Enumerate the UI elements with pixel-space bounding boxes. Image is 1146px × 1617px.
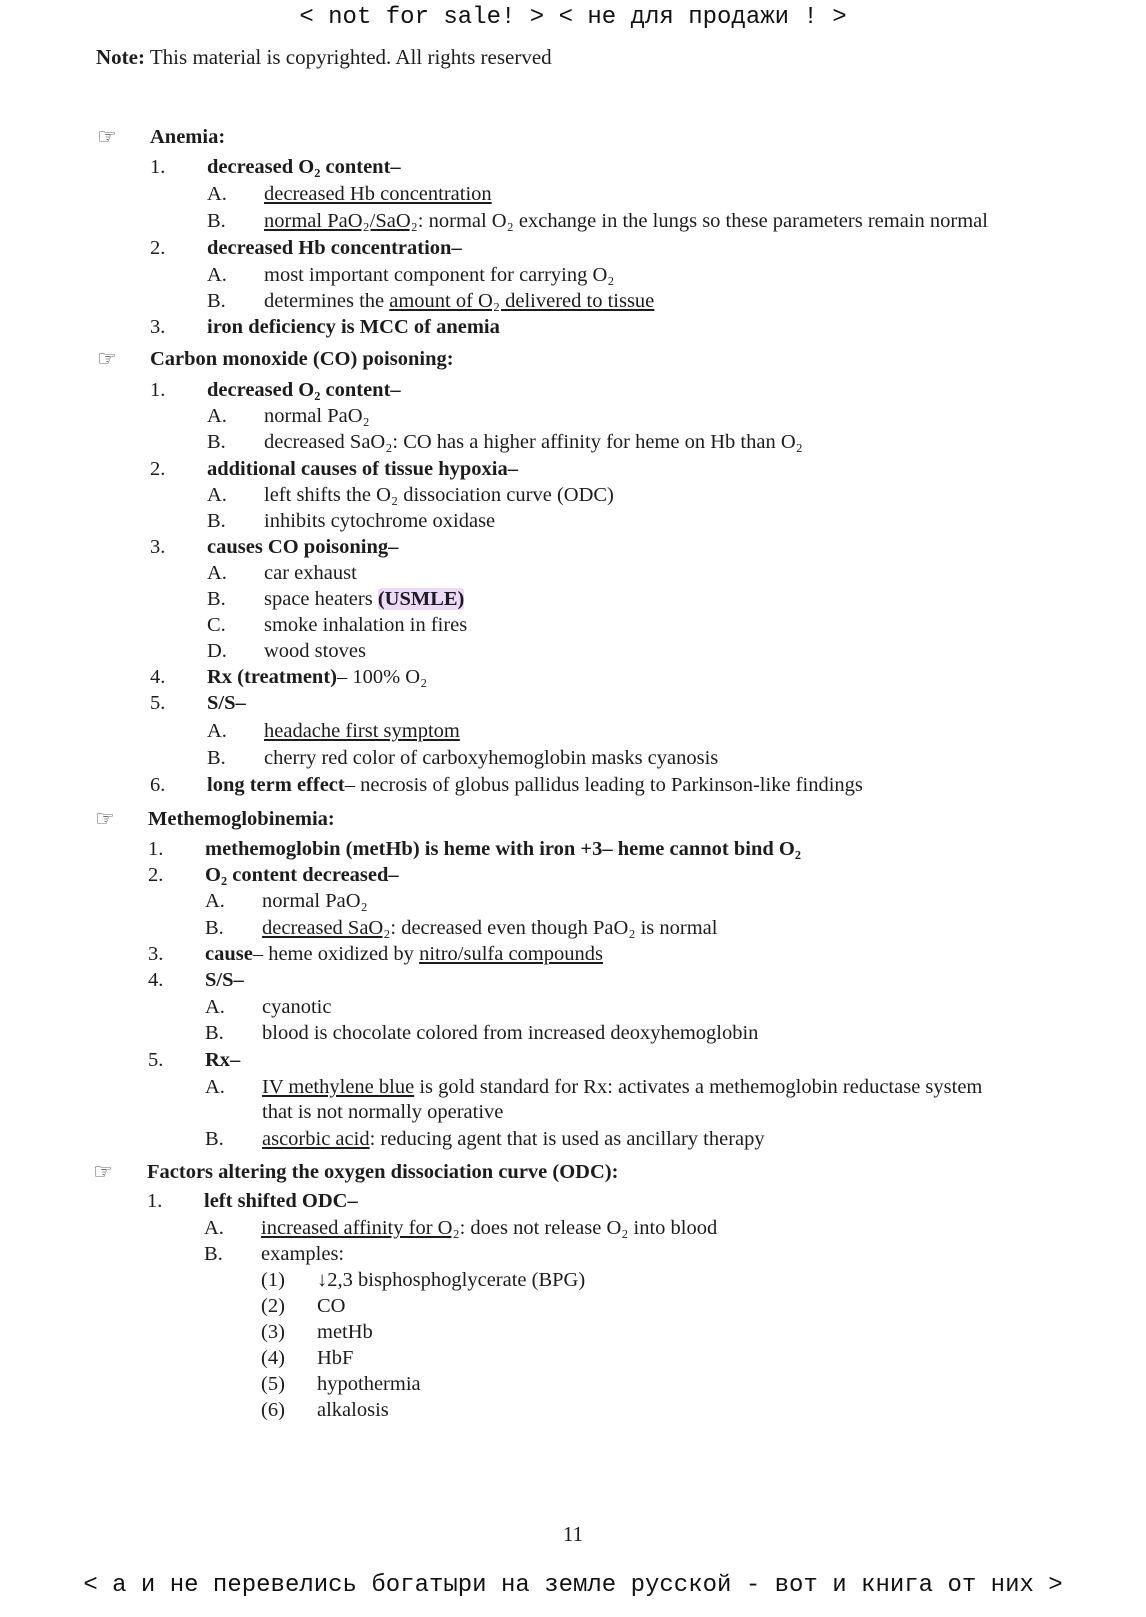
list-item: A. increased affinity for O₂: does not release O₂ into blood	[204, 1217, 718, 1239]
list-item: 1. decreased O₂ content–	[150, 379, 401, 401]
list-item: D. wood stoves	[207, 640, 366, 662]
list-item: 2. additional causes of tissue hypoxia–	[150, 458, 518, 480]
copyright-note	[96, 45, 552, 70]
section-title: Carbon monoxide (CO) poisoning:	[150, 348, 454, 370]
note-label: Note:	[96, 45, 145, 69]
list-item: B. inhibits cytochrome oxidase	[207, 510, 496, 532]
note-text: This material is copyrighted. All rights reserved	[149, 45, 552, 69]
list-item: 4. S/S–	[148, 969, 244, 991]
list-item: 1. methemoglobin (metHb) is heme with iron +3– heme cannot bind O₂	[148, 838, 802, 860]
list-item: B. ascorbic acid: reducing agent that is used as ancillary therapy	[205, 1128, 765, 1150]
list-item: A. normal PaO₂	[207, 405, 370, 427]
list-item: (3) metHb	[261, 1321, 373, 1343]
section-co-poisoning	[0, 346, 1146, 372]
page-number: 11	[562, 1522, 584, 1546]
section-title: Anemia:	[150, 126, 226, 148]
list-item: 2. O₂ content decreased–	[148, 864, 399, 886]
section-title: Factors altering the oxygen dissociation curve (ODC):	[147, 1161, 619, 1183]
pointing-hand-icon: ☞	[97, 346, 117, 371]
list-item-continuation: that is not normally operative	[262, 1101, 504, 1123]
pointing-hand-icon: ☞	[95, 806, 115, 831]
list-item: C. smoke inhalation in fires	[207, 614, 468, 636]
usmle-highlight: (USMLE)	[377, 588, 465, 610]
list-item: (4) HbF	[261, 1347, 354, 1369]
list-item: B. space heaters (USMLE)	[207, 588, 465, 610]
top-banner: < not for sale! > < не для продажи ! >	[299, 4, 847, 31]
list-item: (2) CO	[261, 1295, 346, 1317]
list-item: 5. Rx–	[148, 1049, 241, 1071]
list-item: B. blood is chocolate colored from increased deoxyhemoglobin	[205, 1022, 759, 1044]
list-item: B. determines the amount of O₂ delivered to tissue	[207, 290, 655, 312]
section-title: Methemoglobinemia:	[148, 808, 335, 830]
section-methemoglobinemia	[0, 806, 1146, 832]
pointing-hand-icon: ☞	[93, 1159, 113, 1184]
list-item: 3. causes CO poisoning–	[150, 536, 399, 558]
section-anemia	[0, 124, 1146, 150]
list-item: (6) alkalosis	[261, 1399, 389, 1421]
section-odc-factors	[0, 1159, 1146, 1185]
list-item: 3. iron deficiency is MCC of anemia	[150, 316, 500, 338]
list-item: 5. S/S–	[150, 692, 246, 714]
list-item: A. most important component for carrying O₂	[207, 264, 615, 286]
list-item: A. normal PaO₂	[205, 890, 368, 912]
list-item: B. normal PaO₂/SaO₂: normal O₂ exchange in the lungs so these parameters remain normal	[207, 210, 988, 232]
list-item: 6. long term effect– necrosis of globus pallidus leading to Parkinson-like findings	[150, 774, 863, 796]
list-item: A. cyanotic	[205, 996, 332, 1018]
list-item: 2. decreased Hb concentration–	[150, 237, 462, 259]
list-item: A. car exhaust	[207, 562, 357, 584]
list-item: (1) ↓2,3 bisphosphoglycerate (BPG)	[261, 1269, 586, 1291]
list-item: 1. decreased O₂ content–	[150, 156, 401, 178]
list-item: A. left shifts the O₂ dissociation curve (ODC)	[207, 484, 614, 506]
list-item: A. decreased Hb concentration	[207, 183, 492, 205]
pointing-hand-icon: ☞	[97, 124, 117, 149]
list-item: A. IV methylene blue is gold standard for Rx: activates a methemoglobin reductase system	[205, 1076, 983, 1098]
list-item: B. decreased SaO₂: decreased even though PaO₂ is normal	[205, 917, 718, 939]
list-item: (5) hypothermia	[261, 1373, 421, 1395]
list-item: B. decreased SaO₂: CO has a higher affinity for heme on Hb than O₂	[207, 431, 803, 453]
bottom-banner: < а и не перевелись богатыри на земле русской - вот и книга от них >	[83, 1572, 1063, 1599]
list-item: 4. Rx (treatment)– 100% O₂	[150, 666, 428, 688]
list-item: A. headache first symptom	[207, 720, 460, 742]
list-item: B. examples:	[204, 1243, 345, 1265]
list-item: 3. cause– heme oxidized by nitro/sulfa compounds	[148, 943, 603, 965]
list-item: 1. left shifted ODC–	[147, 1190, 358, 1212]
list-item: B. cherry red color of carboxyhemoglobin masks cyanosis	[207, 747, 719, 769]
